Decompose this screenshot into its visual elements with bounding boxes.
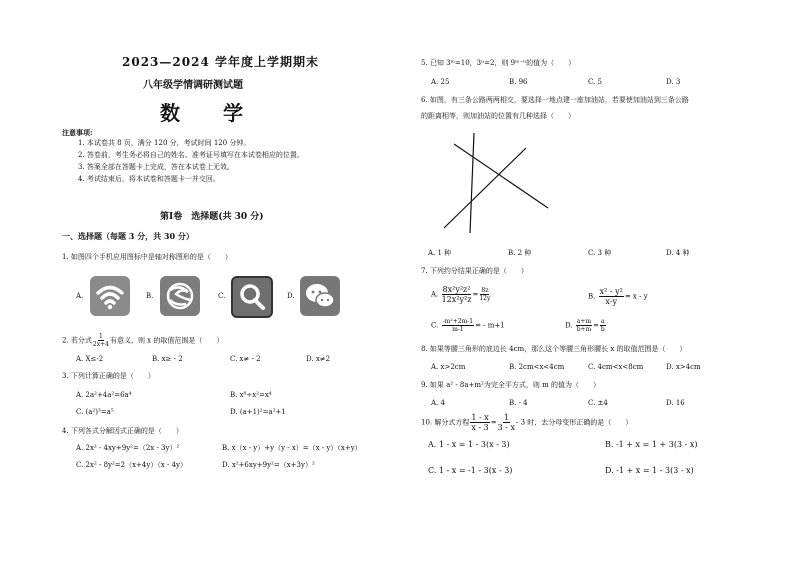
q6-option-b: B. 2 种 [508, 249, 532, 257]
subject-title: 数 学 [160, 101, 261, 125]
q3-option-a: A. 2a²+4a²=6a⁴ [76, 391, 132, 399]
q7-stem: 7. 下列约分结果正确的是（ ） [421, 267, 528, 275]
q1-stem: 1. 如图四个手机应用图标中是轴对称图形的是（ ） [62, 253, 232, 261]
swirl-icon [160, 276, 200, 316]
q2-num: 1 [99, 333, 103, 340]
q3-option-b: B. x⁸÷x²=x⁴ [230, 391, 272, 399]
q3-option-d: D. (a+1)²=a²+1 [230, 408, 286, 416]
q7-d-result [600, 318, 606, 333]
q10-pre: 10. 解分式方程 [421, 418, 470, 427]
q7-d-label: D. [565, 321, 573, 330]
q10-option-c: C. 1 - x = -1 - 3(x - 3) [428, 466, 513, 475]
q7-c-den: m-1 [452, 326, 464, 333]
q7-d-resden: b [600, 326, 605, 333]
q4-option-b: B. x（x - y）+y（y - x）=（x - y）（x+y） [222, 444, 362, 452]
q4-option-c: C. 2x² - 8y²=2（x+4y）（x - 4y） [76, 461, 188, 469]
q7-d-den: b+m [576, 326, 592, 333]
q7-d-frac [576, 318, 592, 333]
notice-item: 1. 本试卷共 8 页，满分 120 分，考试时间 120 分钟。 [78, 139, 251, 147]
chat-icon [300, 276, 340, 316]
q6-option-a: A. 1 种 [428, 249, 452, 257]
q5-option-c: C. 5 [588, 78, 603, 86]
q2-pre: 2. 若分式 [62, 336, 92, 345]
q2-fraction [93, 333, 109, 348]
q7-a-resden: 12y [479, 295, 491, 302]
notice-item: 4. 考试结束后，将本试卷和答题卡一并交回。 [78, 175, 220, 183]
magnifier-icon [231, 276, 273, 318]
year-title: 2023—2024 学年度上学期期末 [122, 55, 319, 69]
q10-num2: 1 [503, 413, 509, 422]
q10-den2: 3 - x [497, 423, 516, 432]
q2-option-a: A. X≤-2 [76, 355, 104, 363]
q4-stem: 4. 下列各式分解因式正确的是（ ） [62, 427, 183, 435]
notice-title: 注意事项: [62, 128, 93, 137]
q9-option-d: D. 16 [666, 399, 685, 407]
q10-option-d: D. -1 + x = 1 - 3(3 - x) [605, 466, 694, 475]
q1-label-a: A. [76, 292, 84, 300]
q10-post: - 3 时，去分母变形正确的是（ ） [516, 418, 633, 427]
q7-b-label: B. [588, 292, 596, 301]
q7-b-den: x-y [605, 297, 618, 306]
q10-option-b: B. -1 + x = 1 + 3(3 - x) [605, 440, 698, 449]
q5-option-b: B. 96 [509, 78, 528, 86]
q2-post: 有意义，则 x 的取值范围是（ ） [109, 336, 224, 345]
q2-option-c: C. x≠ - 2 [230, 355, 261, 363]
q7-c-tail: = - m+1 [475, 321, 505, 330]
q1-label-c: C. [218, 292, 226, 300]
q7-d-num: a+m [576, 318, 592, 325]
q9-option-a: A. 4 [431, 399, 445, 407]
section-title: 一、选择题（每题 3 分，共 30 分） [62, 231, 194, 241]
q7-a-label: A. [431, 290, 439, 299]
q10-stem [421, 413, 632, 432]
q10-option-a: A. 1 - x = 1 - 3(x - 3) [428, 440, 510, 449]
q2-den: 2x+4 [92, 341, 109, 348]
q2-option-b: B. x≥ - 2 [152, 355, 183, 363]
notice-item: 3. 答案全部在答题卡上完成，答在本试卷上无效。 [78, 163, 234, 171]
q7-option-c [431, 318, 505, 333]
q10-frac1 [470, 413, 489, 432]
q10-eq: = [490, 418, 497, 427]
q3-option-c: C. (a²)³=a⁵ [76, 408, 114, 416]
q5-stem: 5. 已知 3ᵐ=10，3ⁿ=2，则 9ᵐ⁻ⁿ的值为（ ） [421, 59, 576, 67]
q7-option-a: A. $\frac{\text{8x²y²z²}}{\text{12x²y²z}}$ = $\frac{8z}{12y}$ [431, 285, 491, 304]
q7-option-b [588, 287, 648, 306]
q8-option-d: D. x>4cm [666, 363, 701, 371]
q5-option-a: A. 25 [431, 78, 450, 86]
three-roads-figure [440, 130, 550, 235]
q7-a-num: 8x²y²z² [442, 285, 471, 294]
q1-label-b: B. [146, 292, 154, 300]
q7-b-num: x² - y² [599, 287, 623, 296]
part-title: 第Ⅰ卷 选择题(共 30 分) [160, 212, 264, 222]
q1-label-d: D. [287, 292, 295, 300]
q8-option-c: C. 4cm<x<8cm [588, 363, 644, 371]
q10-den1: x - 3 [471, 423, 489, 432]
wifi-icon [90, 276, 130, 316]
q7-a-res: 8z [481, 287, 489, 294]
notice-item: 2. 答卷前，考生务必将自己的姓名、准考证号填写在本试卷相应的位置。 [78, 151, 304, 159]
q6-option-c: C. 3 种 [588, 249, 612, 257]
q9-option-b: B. - 4 [509, 399, 528, 407]
q6-line1: 6. 如图，有三条公路两两相交，要选择一地点建一座加油站，若要使加油站到三条公路 [421, 96, 689, 104]
q3-stem: 3. 下列计算正确的是（ ） [62, 372, 155, 380]
q6-line2: 的距离相等，则加油站的位置有几种选择（ ） [421, 112, 575, 120]
q4-option-d: D. x²+6xy+9y²=（x+3y）² [222, 461, 315, 469]
q2-option-d: D. x≠2 [306, 355, 331, 363]
q9-option-c: C. ±4 [588, 399, 608, 407]
q8-stem: 8. 如果等腰三角形的底边长 4cm，那么这个等腰三角形腰长 x 的取值范围是（ ） [421, 345, 687, 353]
q7-a-frac [442, 285, 472, 304]
exam-title: 八年级学情调研测试题 [143, 80, 243, 91]
q7-a-den: 12x²y²z [441, 295, 472, 304]
q7-d-res: a [601, 318, 605, 325]
q7-c-frac [442, 318, 475, 333]
q4-option-a: A. 2x² - 4xy+9y²=（2x - 3y）² [76, 444, 180, 452]
q7-option-d: D. $\frac{a+m}{b+m}$ = $\frac{a}{b}$ [565, 318, 605, 333]
q10-num1: 1 - x [471, 413, 489, 422]
q2-stem [62, 333, 223, 348]
q10-frac2 [498, 413, 515, 432]
q5-option-d: D. 3 [666, 78, 681, 86]
q8-option-a: A. x>2cm [431, 363, 466, 371]
q7-a-result [479, 287, 490, 302]
q6-option-d: D. 4 种 [666, 249, 690, 257]
q7-b-tail: = x - y [624, 292, 648, 301]
q7-c-num: -m²+2m-1 [442, 318, 474, 325]
q7-c-label: C. [431, 321, 439, 330]
q9-stem: 9. 如果 a² - 8a+m²为完全平方式，则 m 的值为（ ） [421, 381, 600, 389]
q8-option-b: B. 2cm<x<4cm [509, 363, 565, 371]
q7-b-frac [599, 287, 624, 306]
